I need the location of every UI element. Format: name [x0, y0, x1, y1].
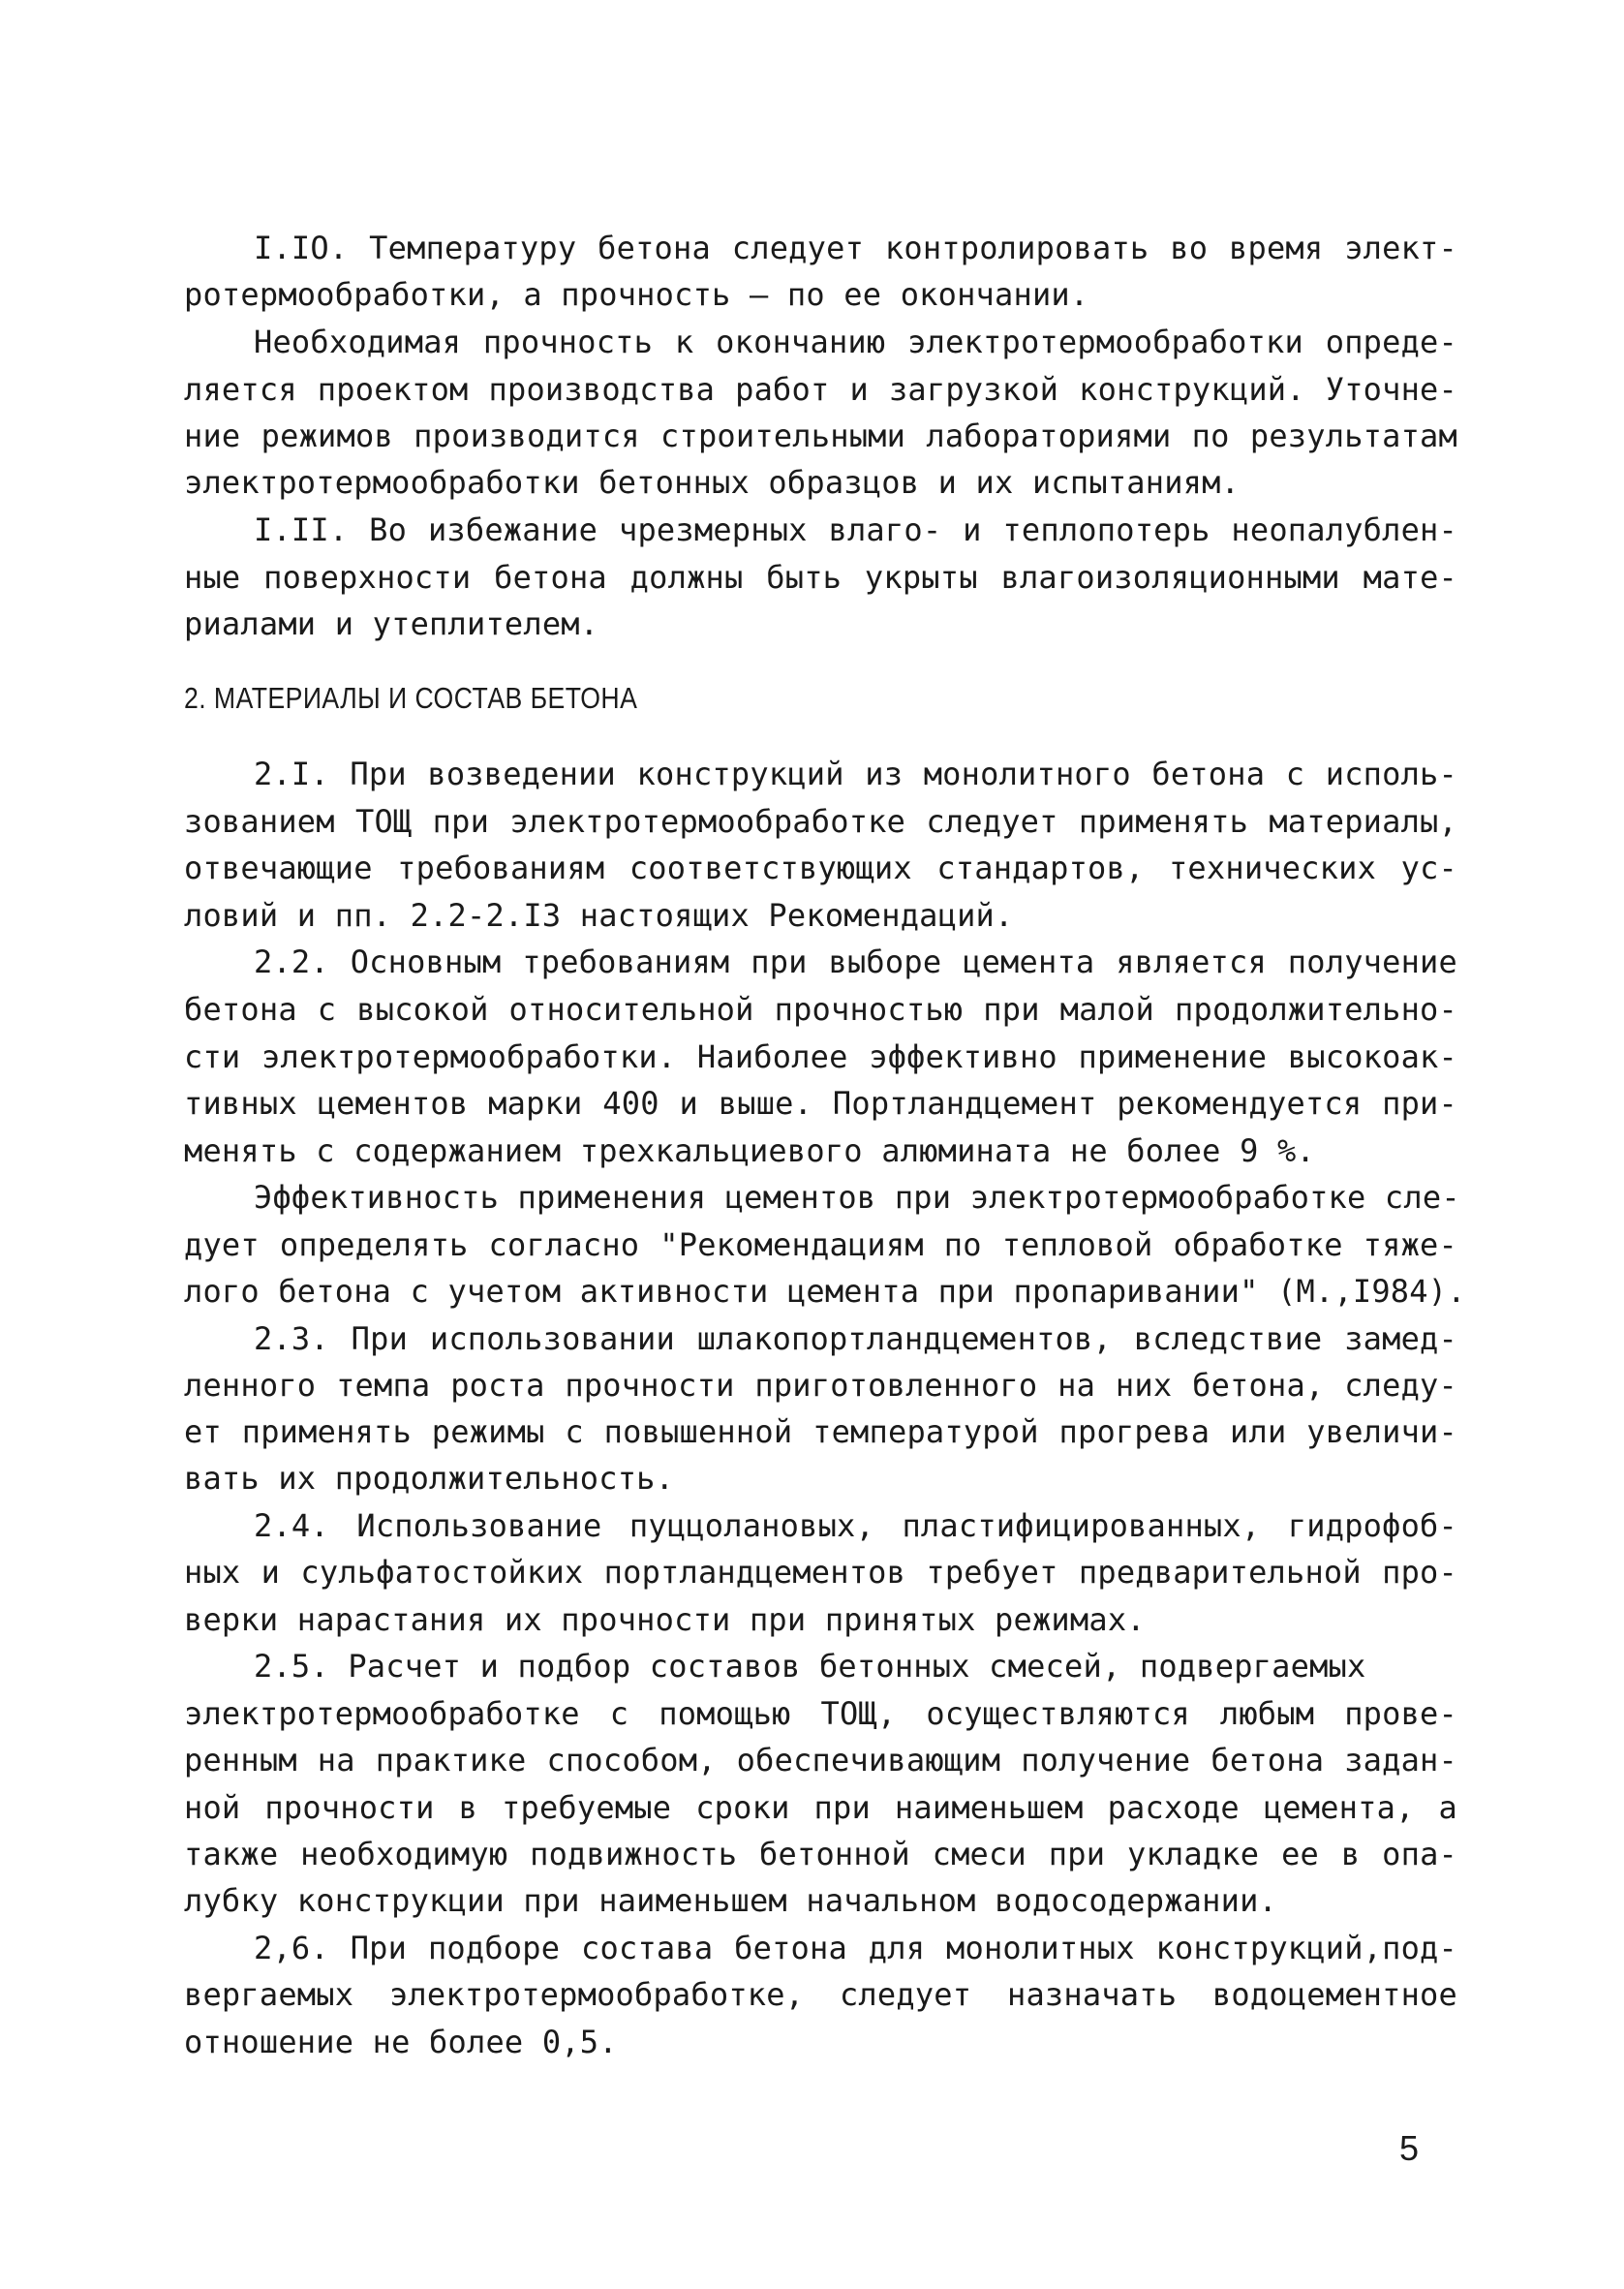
paragraph-2-1-line-2: зованием ТОЩ при электротермообработке следует применять материалы, — [184, 803, 1457, 840]
paragraph-1-10-line-1: I.IO. Температуру бетона следует контролировать во время элект- — [254, 230, 1457, 266]
paragraph-2-2-line-5: менять с содержанием трехкальциевого алюмината не более 9 %. — [184, 1132, 1315, 1169]
paragraph-2-4-line-3: верки нарастания их прочности при принятых режимах. — [184, 1601, 1146, 1638]
paragraph-2-1-line-3: отвечающие требованиям соответствующих стандартов, технических ус- — [184, 850, 1457, 886]
paragraph-2-5-line-6: лубку конструкции при наименьшем начальном водосодержании. — [184, 1882, 1278, 1919]
paragraph-2-1-line-4: ловий и пп. 2.2-2.I3 настоящих Рекомендаций. — [184, 897, 1014, 934]
paragraph-2-5-line-1: 2.5. Расчет и подбор составов бетонных смесей, подвергаемых — [254, 1648, 1366, 1685]
paragraph-2-6-line-3: отношение не более 0,5. — [184, 2024, 618, 2060]
paragraph-strength-line-4: электротермообработки бетонных образцов и их испытаниям. — [184, 464, 1241, 501]
paragraph-1-11-line-2: ные поверхности бетона должны быть укрыты влагоизоляционными мате- — [184, 559, 1457, 596]
paragraph-strength-line-3: ние режимов производится строительными лабораториями по результатам — [184, 418, 1457, 454]
paragraph-2-4-line-2: ных и сульфатостойких портландцементов требует предварительной про- — [184, 1554, 1457, 1591]
paragraph-1-11-line-3: риалами и утеплителем. — [184, 605, 599, 642]
paragraph-2-6-line-2: вергаемых электротермообработке, следует назначать водоцементное — [184, 1976, 1457, 2013]
paragraph-2-5-line-2: электротермообработке с помощью ТОЩ, осуществляются любым прове- — [184, 1695, 1457, 1732]
paragraph-2-4-line-1: 2.4. Использование пуццолановых, пластифицированных, гидрофоб- — [254, 1507, 1457, 1544]
paragraph-strength-line-1: Необходимая прочность к окончанию электротермообработки опреде- — [254, 324, 1457, 360]
paragraph-2-2-line-1: 2.2. Основным требованиям при выборе цемента является получение — [254, 943, 1457, 980]
paragraph-2-3-line-4: вать их продолжительность. — [184, 1460, 675, 1497]
paragraph-2-2-line-3: сти электротермообработки. Наиболее эффективно применение высокоак- — [184, 1038, 1457, 1075]
paragraph-2-5-line-4: ной прочности в требуемые сроки при наименьшем расходе цемента, а — [184, 1789, 1457, 1826]
paragraph-1-11-line-1: I.II. Во избежание чрезмерных влаго- и теплопотерь неопалублен- — [254, 511, 1457, 548]
paragraph-2-2-line-4: тивных цементов марки 400 и выше. Портландцемент рекомендуется при- — [184, 1085, 1457, 1122]
paragraph-2-3-line-3: ет применять режимы с повышенной температурой прогрева или увеличи- — [184, 1413, 1457, 1450]
paragraph-2-6-line-1: 2,6. При подборе состава бетона для монолитных конструкций,под- — [254, 1930, 1457, 1966]
paragraph-efficiency-line-2: дует определять согласно "Рекомендациям по тепловой обработке тяже- — [184, 1226, 1457, 1263]
page-number: 5 — [1399, 2128, 1420, 2168]
paragraph-strength-line-2: ляется проектом производства работ и загрузкой конструкций. Уточне- — [184, 371, 1457, 408]
paragraph-2-2-line-2: бетона с высокой относительной прочностью при малой продолжительно- — [184, 991, 1457, 1028]
paragraph-1-10-line-2: ротермообработки, а прочность – по ее окончании. — [184, 276, 1089, 313]
section-heading: 2. МАТЕРИАЛЫ И СОСТАВ БЕТОНА — [184, 681, 638, 715]
paragraph-2-1-line-1: 2.I. При возведении конструкций из монолитного бетона с исполь- — [254, 756, 1457, 792]
paragraph-2-5-line-5: также необходимую подвижность бетонной смеси при укладке ее в опа- — [184, 1836, 1457, 1872]
paragraph-2-3-line-1: 2.3. При использовании шлакопортландцементов, вследствие замед- — [254, 1320, 1457, 1357]
paragraph-efficiency-line-3: лого бетона с учетом активности цемента при пропаривании" (М.,I984). — [184, 1273, 1466, 1310]
paragraph-efficiency-line-1: Эффективность применения цементов при электротермообработке сле- — [254, 1179, 1460, 1216]
paragraph-2-3-line-2: ленного темпа роста прочности приготовленного на них бетона, следу- — [184, 1367, 1457, 1404]
paragraph-2-5-line-3: ренным на практике способом, обеспечивающим получение бетона задан- — [184, 1742, 1457, 1779]
